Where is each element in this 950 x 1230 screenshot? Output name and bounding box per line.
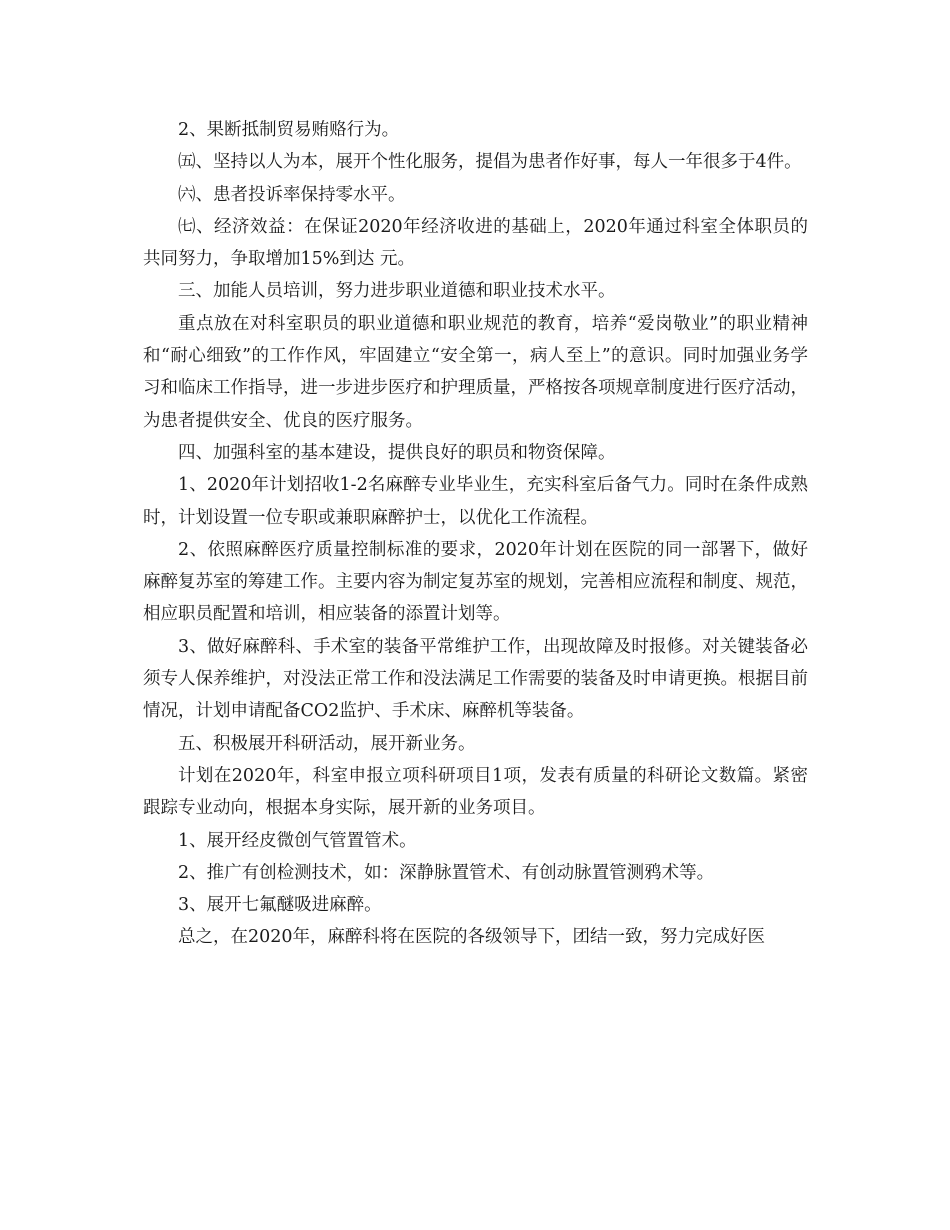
paragraph-13: 1、展开经皮微创气管置管术。 [178, 830, 417, 851]
paragraph-8: 1、2020年计划招收1-2名麻醉专业毕业生，充实科室后备气力。同时在条件成熟时，计划设置一位专职或兼职麻醉护士，以优化工作流程。 [143, 475, 808, 528]
paragraph-9: 2、依照麻醉医疗质量控制标准的要求，2020年计划在医院的同一部署下，做好麻醉复苏室的筹建工作。主要内容为制定复苏室的规划，完善相应流程和制度、规范，相应职员配置和培训，相应装备的添置计划等。 [143, 539, 808, 625]
paragraph-15: 3、展开七氟醚吸进麻醉。 [178, 895, 382, 916]
document-body [143, 114, 808, 954]
paragraph-14: 2、推广有创检测技术，如：深静脉置管术、有创动脉置管测鸦术等。 [178, 862, 715, 883]
section-heading-5: 五、积极展开科研活动，展开新业务。 [178, 733, 476, 754]
paragraph-4: ㈦、经济效益：在保证2020年经济收进的基础上，2020年通过科室全体职员的共同努力，争取增加15%到达 元。 [143, 216, 808, 270]
paragraph-6: 重点放在对科室职员的职业道德和职业规范的教育，培养“爱岗敬业”的职业精神和“耐心细致”的工作作风，牢固建立“安全第一，病人至上”的意识。同时加强业务学习和临床工作指导，进一步进步医疗和护理质量，严格按各项规章制度进行医疗活动，为患者提供安全、优良的医疗服务。 [143, 313, 808, 431]
paragraph-1: 2、果断抵制贸易贿赂行为。 [178, 120, 400, 140]
paragraph-2: ㈤、坚持以人为本，展开个性化服务，提倡为患者作好事，每人一年很多于4件。 [178, 152, 802, 173]
paragraph-10: 3、做好麻醉科、手术室的装备平常维护工作，出现故障及时报修。对关键装备必须专人保养维护，对没法正常工作和没法满足工作需要的装备及时申请更换。根据目前情况，计划申请配备CO2监护、手术床、麻醉机等装备。 [143, 636, 808, 722]
section-heading-4: 四、加强科室的基本建设，提供良好的职员和物资保障。 [178, 442, 616, 463]
paragraph-3: ㈥、患者投诉率保持零水平。 [178, 184, 406, 205]
paragraph-16: 总之，在2020年，麻醉科将在医院的各级领导下，团结一致，努力完成好医 [178, 927, 766, 948]
section-heading-3: 三、加能人员培训，努力进步职业道德和职业技术水平。 [178, 281, 616, 302]
paragraph-12: 计划在2020年，科室申报立项科研项目1项，发表有质量的科研论文数篇。紧密跟踪专业动向，根据本身实际，展开新的业务项目。 [143, 765, 808, 819]
